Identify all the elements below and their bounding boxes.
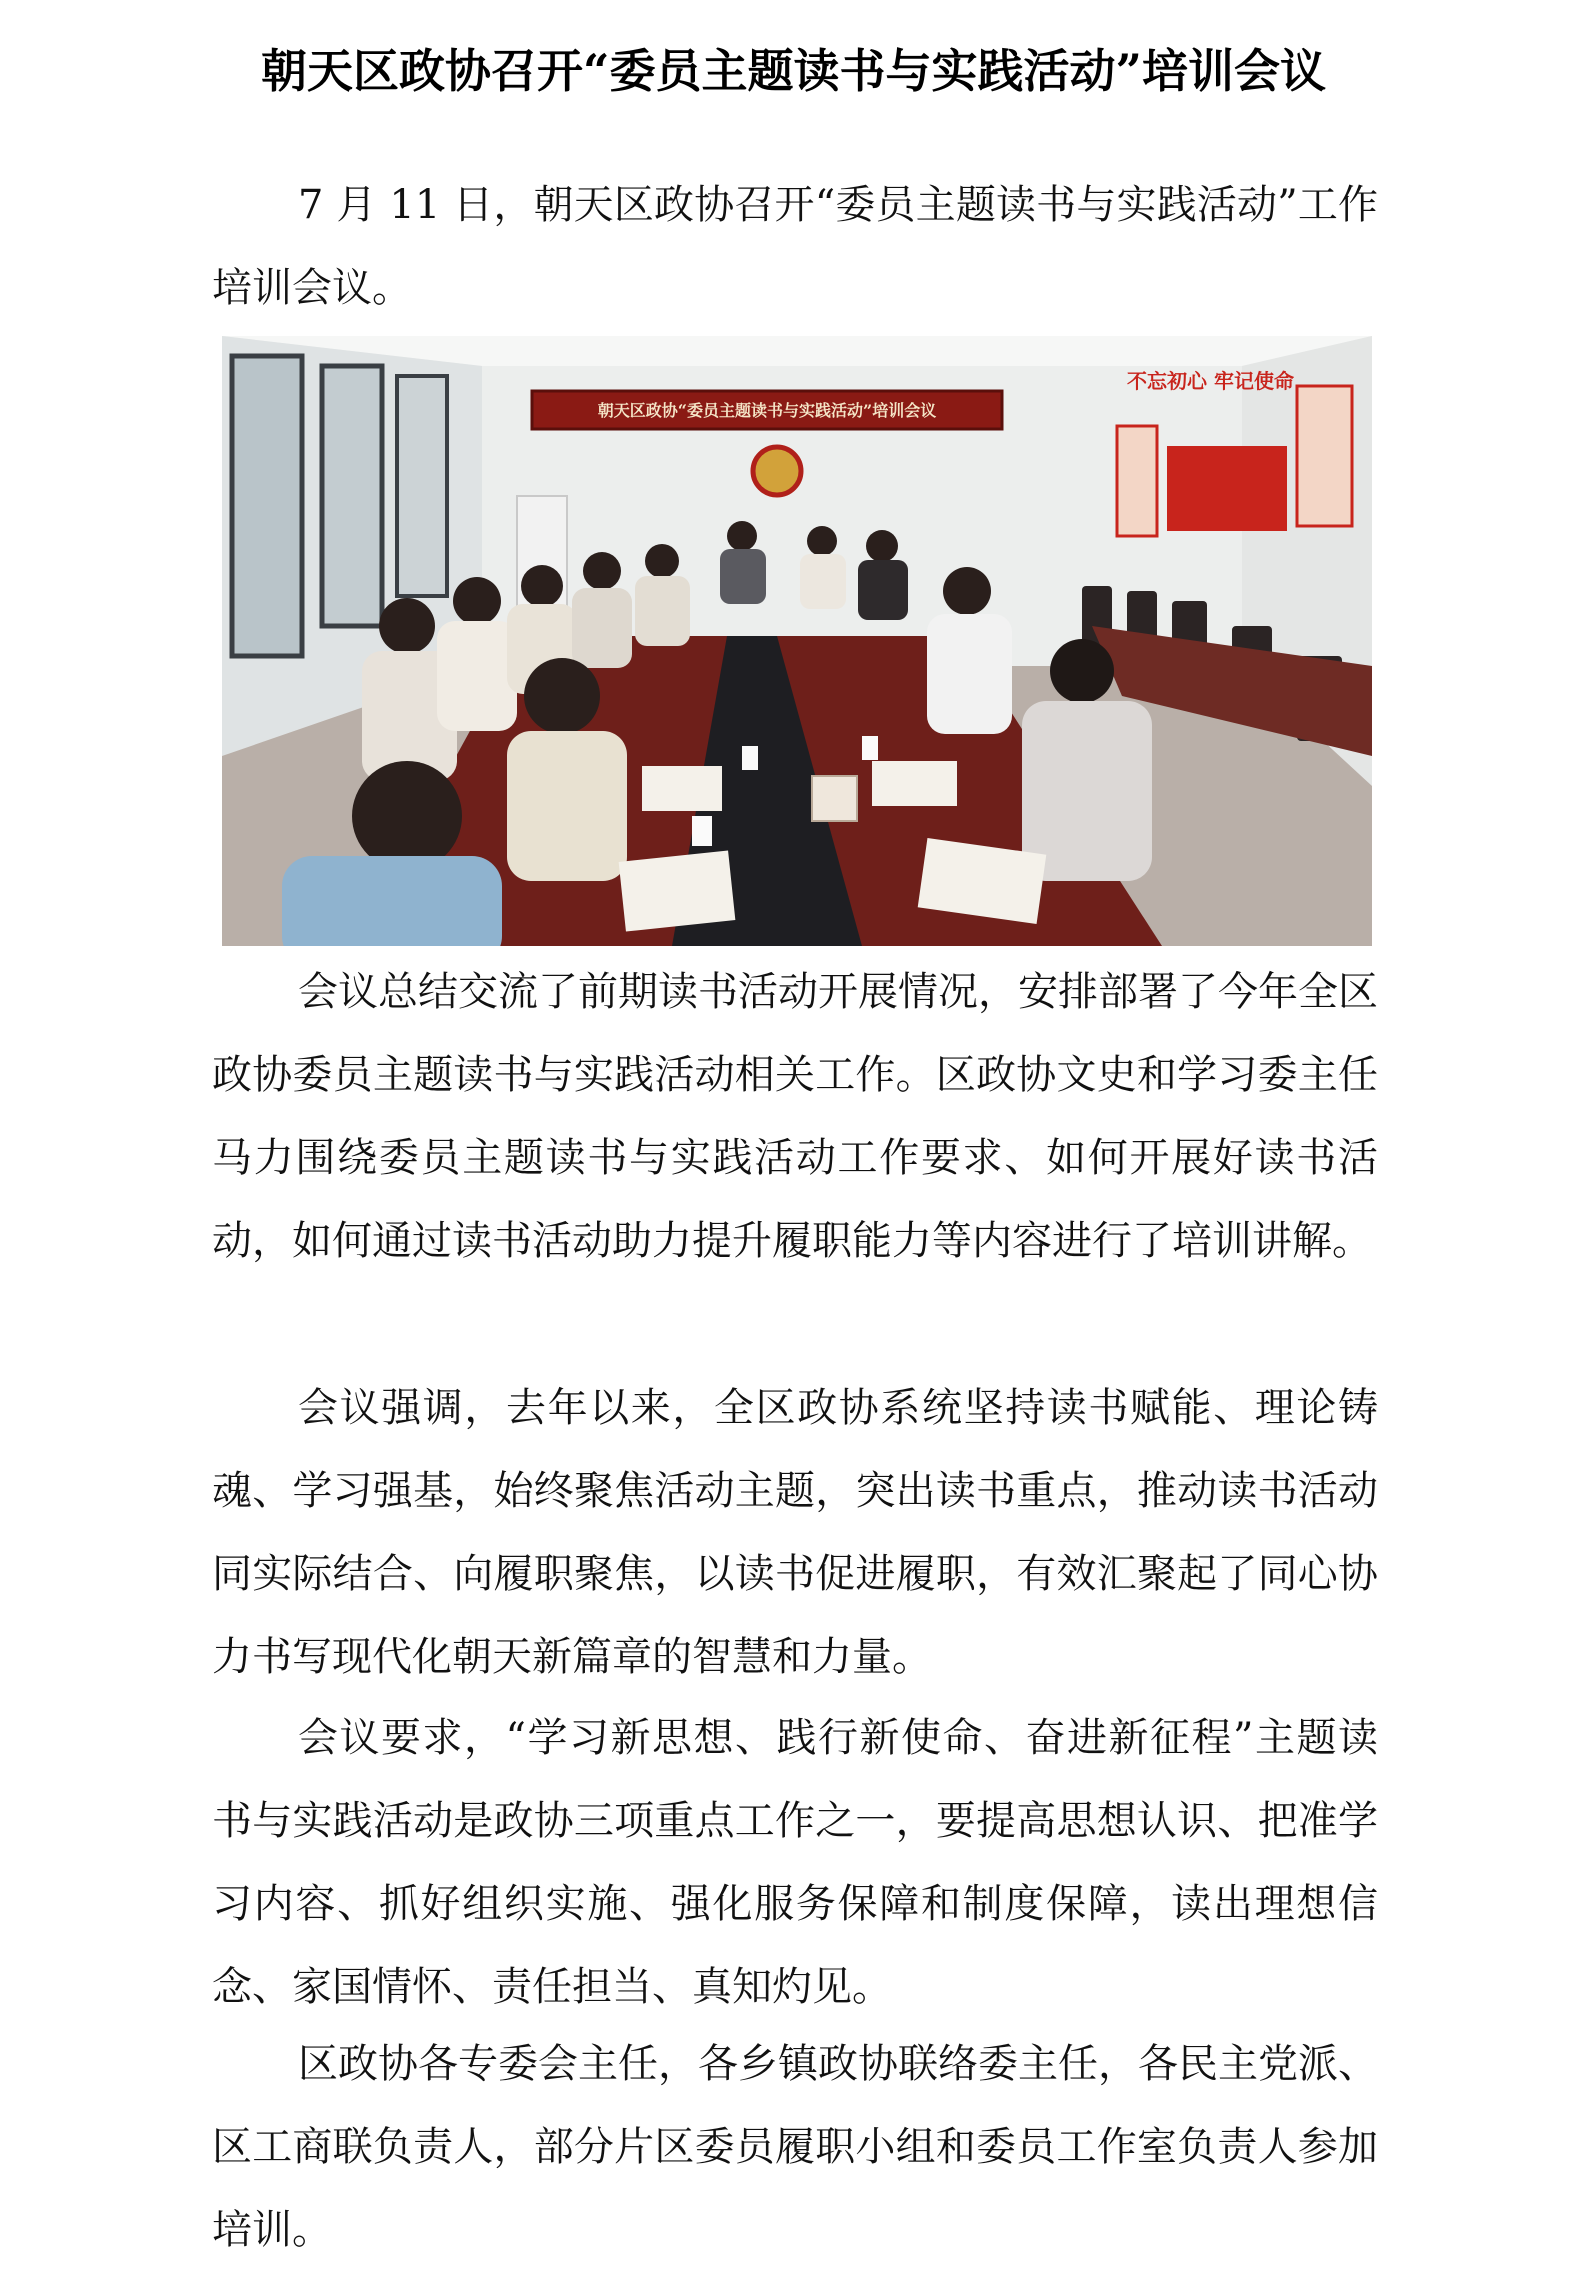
photo-person-body: [720, 549, 766, 604]
photo-cup: [862, 736, 878, 760]
photo-person-head: [521, 565, 563, 607]
photo-person-body: [635, 576, 690, 646]
photo-person-body: [858, 560, 908, 620]
article-intro: 7 月 11 日，朝天区政协召开“委员主题读书与实践活动”工作培训会议。: [212, 182, 1378, 311]
photo-person-head: [352, 761, 462, 871]
photo-person-head: [866, 530, 898, 562]
photo-person-body: [927, 614, 1012, 734]
photo-window-3: [397, 376, 447, 596]
photo-wall-decor-left: [1117, 426, 1157, 536]
photo-wall-decor-right: [1297, 386, 1352, 526]
photo-person-body: [1022, 701, 1152, 881]
photo-person-head: [807, 526, 837, 556]
photo-window-2: [322, 366, 382, 626]
photo-person-head: [727, 521, 757, 551]
photo-person-head: [379, 598, 435, 654]
photo-paper: [642, 766, 722, 811]
photo-person-head: [583, 552, 621, 590]
photo-paper: [619, 850, 736, 931]
article-paragraph: 会议总结交流了前期读书活动开展情况，安排部署了今年全区政协委员主题读书与实践活动相关工作。区政协文史和学习委主任马力围绕委员主题读书与实践活动工作要求、如何开展好读书活动，如何通过读书活动助力提升履职能力等内容进行了培训讲解。: [212, 969, 1378, 1264]
photo-person-body: [437, 621, 517, 731]
photo-window-1: [232, 356, 302, 656]
photo-wall-slogan: 不忘初心 牢记使命: [1127, 369, 1294, 393]
photo-person-body: [507, 731, 627, 881]
photo-person-head: [943, 567, 991, 615]
article-paragraph: 会议要求，“学习新思想、践行新使命、奋进新征程”主题读书与实践活动是政协三项重点工作之一，要提高思想认识、把准学习内容、抓好组织实施、强化服务保障和制度保障，读出理想信念、家国情怀、责任担当、真知灼见。: [212, 1715, 1378, 2010]
photo-tissue-box: [812, 776, 857, 821]
meeting-photo: [222, 336, 1372, 946]
photo-person-body: [800, 554, 846, 609]
photo-paper: [872, 761, 957, 806]
photo-person-head: [524, 658, 600, 734]
article-title: 朝天区政协召开“委员主题读书与实践活动”培训会议: [261, 43, 1326, 98]
photo-banner-text: 朝天区政协“委员主题读书与实践活动”培训会议: [597, 401, 937, 420]
photo-person-head: [453, 577, 501, 625]
photo-person-head: [1050, 639, 1114, 703]
photo-cup: [692, 816, 712, 846]
article-paragraph: 会议强调，去年以来，全区政协系统坚持读书赋能、理论铸魂、学习强基，始终聚焦活动主题，突出读书重点，推动读书活动同实际结合、向履职聚焦，以读书促进履职，有效汇聚起了同心协力书写现代化朝天新篇章的智慧和力量。: [212, 1385, 1378, 1680]
photo-person-body: [572, 588, 632, 668]
article-paragraph: 区政协各专委会主任，各乡镇政协联络委主任，各民主党派、区工商联负责人，部分片区委员履职小组和委员工作室负责人参加培训。: [212, 2041, 1378, 2253]
photo-emblem: [753, 447, 801, 495]
photo-person-head: [645, 544, 679, 578]
photo-person-body: [282, 856, 502, 946]
photo-wall-decor-center: [1167, 446, 1287, 531]
photo-cup: [742, 746, 758, 770]
